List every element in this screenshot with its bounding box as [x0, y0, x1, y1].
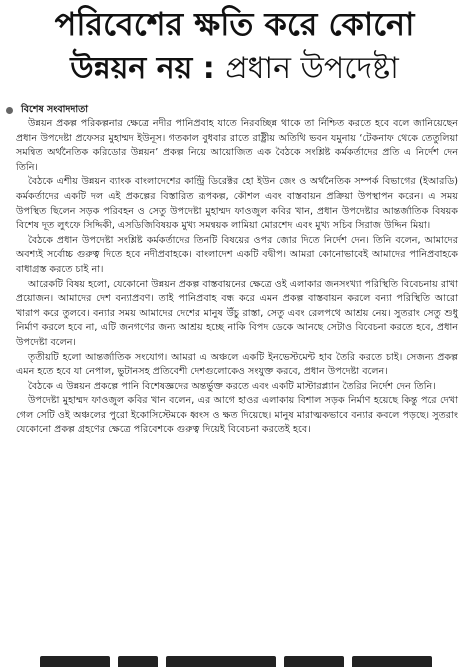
headline — [0, 0, 469, 100]
byline — [6, 103, 88, 117]
article-paragraph-4: আরেকটি বিষয় হলো, যেকোনো উন্নয়ন প্রকল্প বাস্তবায়নের ক্ষেত্রে ওই এলাকার জনসংখ্যা পরিস্থিতি বিবেচনায় রাখা প্রয়োজন। আমাদের দেশ বন্যাপ্রবণ। তাই পানিপ্রবাহ বন্ধ করে এমন প্রকল্প বাস্তবায়ন করলে বন্যা পরিস্থিতি আরো খারাপ করে তুলবে। বন্যার সময় আমাদের দেশের মানুষ উঁচু রাস্তা, সেতু এবং রেলপথে আশ্রয় নেয়। সুতরাং সেতু শুধু নির্মাণ করলে হবে না, এটি জনগণের জন্য আশ্রয় হচ্ছে নাকি বিপদ ডেকে আনছে সেটাও বিবেচনা করতে হবে, প্রধান উপদেষ্টা বলেন। — [16, 278, 458, 348]
byline-text: বিশেষ সংবাদদাতা — [21, 103, 89, 115]
article-paragraph-5: তৃতীয়টি হলো আন্তর্জাতিক সংযোগ। আমরা এ অঞ্চলে একটি ইনভেস্টমেন্ট হাব তৈরি করতে চাই। সেজন্য প্রকল্প এমন হতে হবে যা নেপাল, ভুটানসহ প্রতিবেশী দেশগুলোকেও সংযুক্ত করবে, প্রধান উপদেষ্টা বলেন। — [16, 351, 458, 378]
bullet-icon — [6, 107, 13, 114]
headline-separator: : — [192, 51, 226, 86]
article-paragraph-6: বৈঠকে এ উন্নয়ন প্রকল্পে পানি বিশেষজ্ঞদের অন্তর্ভুক্ত করতে এবং একটি মাস্টারপ্ল্যান তৈরির নির্দেশ দেন তিনি। — [28, 380, 436, 392]
next-headline-cut-off — [40, 656, 440, 667]
article-paragraph-7: উপদেষ্টা মুহাম্মদ ফাওজুল কবির খান বলেন, এর আগে হাওর এলাকায় বিশাল সড়ক নির্মাণ হয়েছে কিন্তু পরে দেখা গেল সেটি ওই অঞ্চলের পুরো ইকোসিস্টেমকে ধ্বংস ও ক্ষত দিয়েছে। মানুষ মারাত্মকভাবে বন্যার কবলে পড়ছে। সুতরাং যেকোনো প্রকল্প গ্রহণের ক্ষেত্রে পরিবেশকে গুরুত্ব দিয়েই বিবেচনা করতেই হবে। — [16, 395, 458, 436]
article-paragraph-2: বৈঠকে এশীয় উন্নয়ন ব্যাংক বাংলাদেশের কান্ট্রি ডিরেক্টর হো ইউন জেং ও অর্থনৈতিক সম্পর্ক বিভাগের (ইআরডি) কর্মকর্তাদের একটি দল এই প্রকল্পের বিস্তারিত রূপকল্প, কৌশল এবং বাস্তবায়ন প্রক্রিয়া উপস্থাপন করেন। এ সময় উপস্থিত ছিলেন সড়ক পরিবহন ও সেতু উপদেষ্টা মুহাম্মদ ফাওজুল কবির খান, প্রধান উপদেষ্টার আন্তর্জাতিক বিষয়ক বিশেষ দূত লুৎফে সিদ্দিকী, এসডিজিবিষয়ক মুখ্য সমন্বয়ক লামিয়া মোরশেদ এবং মুখ্য সচিব সিরাজ উদ্দিন মিয়া। — [16, 176, 459, 232]
article-paragraph-3: বৈঠকে প্রধান উপদেষ্টা সংশ্লিষ্ট কর্মকর্তাদের তিনটি বিষয়ের ওপর জোর দিতে নির্দেশ দেন। তিনি বলেন, আমাদের অবশ্যই সর্বোচ্চ গুরুত্ব দিতে হবে নদীপ্রবাহকে। বাংলাদেশ একটি বদ্বীপ। আমরা কোনোভাবেই আমাদের পানিপ্রবাহকে বাধাগ্রস্ত করতে চাই না। — [16, 234, 458, 275]
article-body — [16, 117, 458, 438]
headline-main: উন্নয়ন নয় — [70, 51, 193, 86]
headline-attribution: প্রধান উপদেষ্টা — [225, 51, 399, 86]
headline-line-1: পরিবেশের ক্ষতি করে কোনো — [54, 5, 415, 43]
headline-line-2 — [0, 52, 469, 100]
article-paragraph-1: উন্নয়ন প্রকল্প পরিকল্পনার ক্ষেত্রে নদীর পানিপ্রবাহ যাতে নিরবচ্ছিন্ন থাকে তা নিশ্চিত করতে হবে বলে জানিয়েছেন প্রধান উপদেষ্টা প্রফেসর মুহাম্মদ ইউনূস। গতকাল বুধবার রাতে রাষ্ট্রীয় অতিথি ভবন যমুনায় ‘টেকনাফ থেকে তেতুলিয়া সমন্বিত অর্থনৈতিক করিডোর উন্নয়ন’ প্রকল্প নিয়ে আয়োজিত এক বৈঠকে সংশ্লিষ্ট কর্মকর্তাদের প্রতি এ নির্দেশ দেন তিনি। — [16, 118, 459, 173]
